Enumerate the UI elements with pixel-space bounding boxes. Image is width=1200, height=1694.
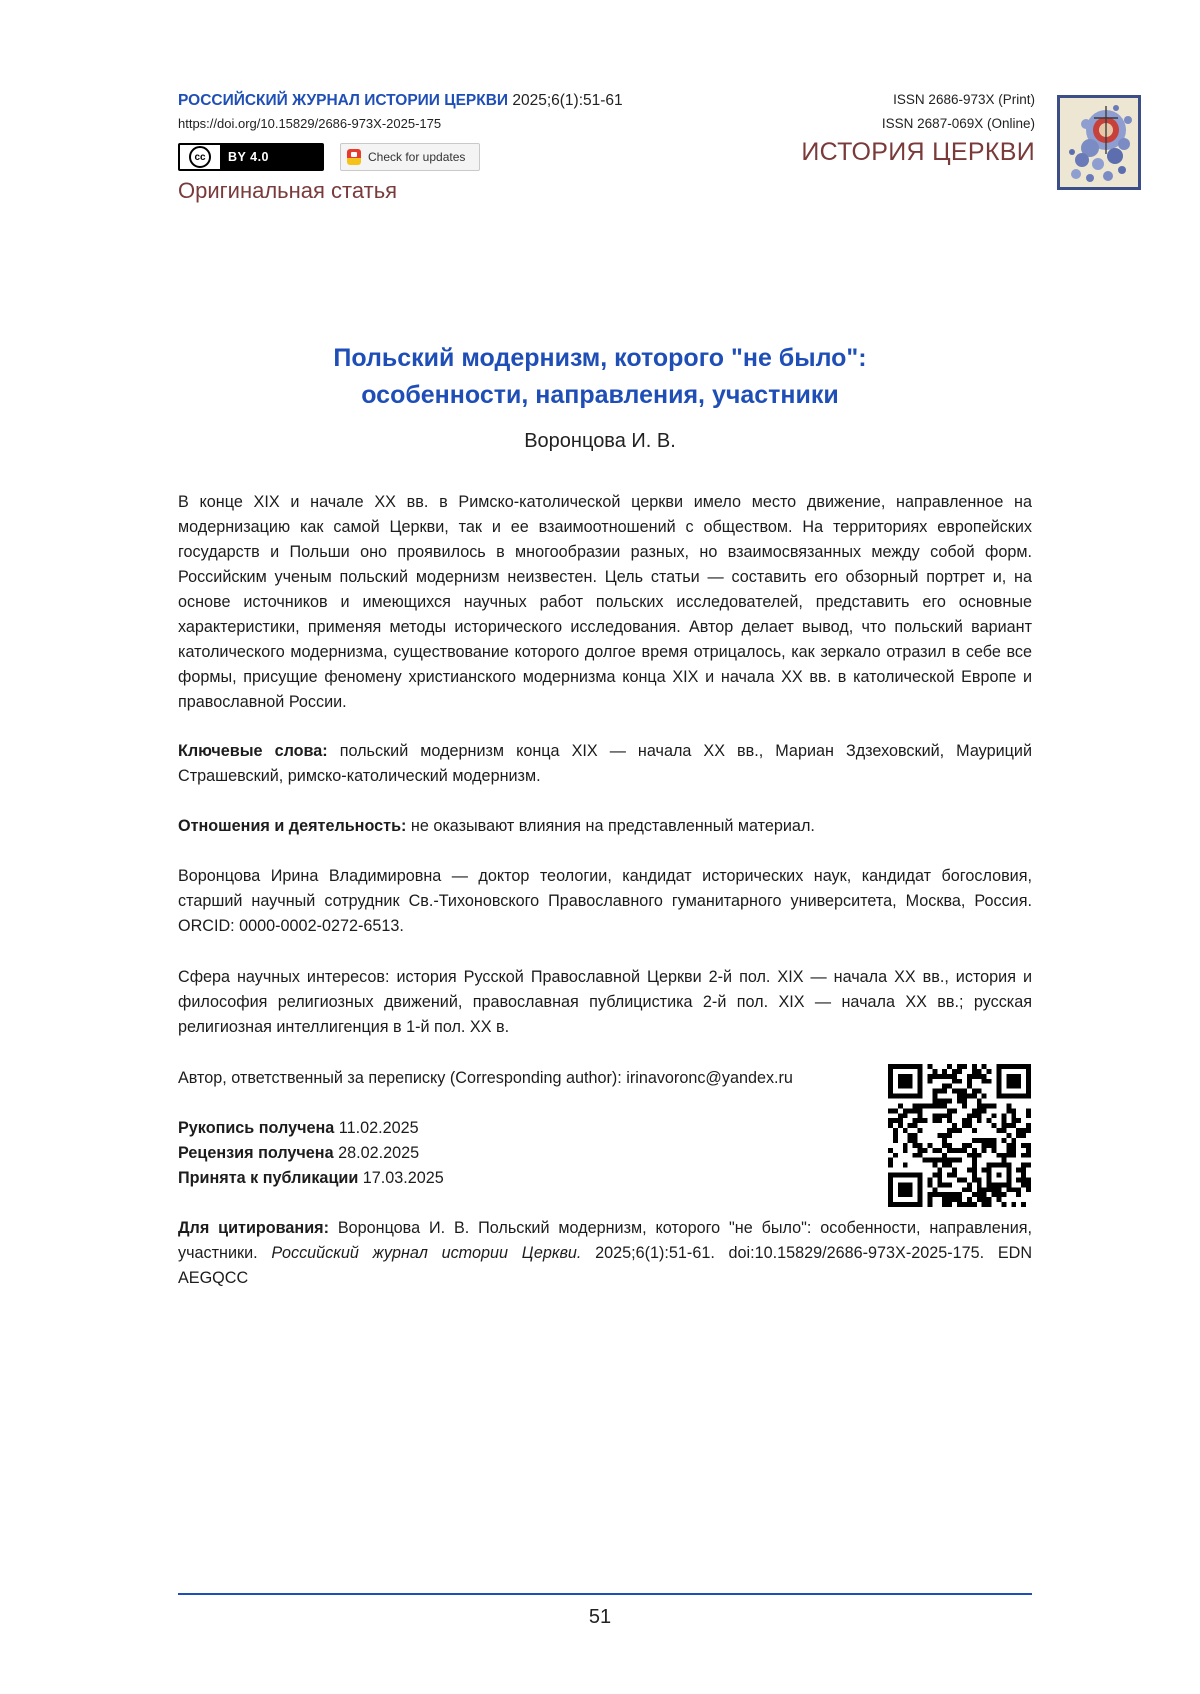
keywords-label: Ключевые слова: [178,742,328,760]
citation-label: Для цитирования: [178,1219,329,1237]
journal-issue: 2025;6(1):51-61 [512,92,623,109]
article-title-line-1: Польский модернизм, которого "не было": [333,344,867,372]
journal-emblem-icon [1057,95,1141,190]
qr-code-icon[interactable] [888,1064,1031,1207]
date-received-label: Рукопись получена [178,1119,335,1137]
license-badge[interactable] [178,143,324,171]
conflict-label: Отношения и деятельность: [178,817,407,835]
issn-online: ISSN 2687-069X (Online) [881,116,1035,131]
journal-name: РОССИЙСКИЙ ЖУРНАЛ ИСТОРИИ ЦЕРКВИ [178,92,509,109]
license-label: BY 4.0 [228,150,269,164]
date-accepted-value: 17.03.2025 [362,1169,444,1187]
bookmark-icon [347,149,361,165]
keywords-text: польский модернизм конца XIX — начала XX вв., Мариан Здзеховский, Мауриций Страшевский, римско-католический модернизм. [178,742,1032,785]
journal-brand: ИСТОРИЯ ЦЕРКВИ [801,138,1035,166]
article-title [180,340,1020,414]
author-name: Воронцова И. В. [524,430,676,452]
conflict-text: не оказывают влияния на представленный материал. [410,817,815,835]
issn-print: ISSN 2686-973X (Print) [893,92,1035,107]
article-type: Оригинальная статья [178,178,398,203]
date-received-value: 11.02.2025 [338,1119,419,1137]
citation-details: 2025;6(1):51-61. doi:10.15829/2686-973X-2025-175. EDN AEGQCC [178,1244,1033,1287]
doi-link[interactable]: https://doi.org/10.15829/2686-973X-2025-175 [178,116,442,131]
date-reviewed-value: 28.02.2025 [338,1144,420,1162]
conflict-of-interest [178,814,1032,839]
article-title-line-2: особенности, направления, участники [361,381,839,409]
journal-emblem-graphic [1060,98,1138,187]
check-for-updates-label: Check for updates [368,150,466,164]
journal-citation-line [178,92,623,110]
corresponding-author: Автор, ответственный за переписку (Corresponding author): irinavoronc@yandex.ru [178,1069,793,1087]
qr-code-graphic [888,1064,1031,1207]
research-interests: Сфера научных интересов: история Русской Православной Церкви 2-й пол. XIX — начала XX вв., история и философия религиозных движений, православная публицистика 2-й пол. XIX — начала XX вв.; русская религиозная интеллигенция в 1-й пол. XX в. [178,968,1032,1036]
author-bio: Воронцова Ирина Владимировна — доктор теологии, кандидат исторических наук, кандидат богословия, старший научный сотрудник Св.-Тихоновского Православного гуманитарного университета, Москва, Россия. ORCID: 0000-0002-0272-6513. [178,867,1032,935]
abstract: В конце XIX и начале XX вв. в Римско-католической церкви имело место движение, направленное на модернизацию как самой Церкви, так и ее взаимоотношений с обществом. На территориях европейских государств и Польши оно проявилось в многообразии разных, но взаимосвязанных между собой форм. Российским ученым польский модернизм неизвестен. Цель статьи — составить его обзорный портрет и, на основе источников и имеющихся научных работ польских исследователей, представить его основные характеристики, применяя методы исторического исследования. Автор делает вывод, что польский вариант католического модернизма, существование которого долгое время отрицалось, как зеркало отразил в себе все формы, присущие феномену христианского модернизма конца XIX и начала XX вв. в католической Европе и православной России. [178,493,1032,711]
footer-divider [178,1593,1032,1595]
citation [178,1216,1032,1291]
date-reviewed-label: Рецензия получена [178,1144,334,1162]
citation-journal: Российский журнал истории Церкви. [271,1244,582,1262]
page-number: 51 [588,1606,612,1628]
keywords [178,739,1032,789]
check-for-updates-button[interactable] [340,143,480,171]
cc-symbol: cc [189,146,211,168]
date-accepted-label: Принята к публикации [178,1169,359,1187]
creative-commons-icon [180,145,220,169]
citation-text: Воронцова И. В. Польский модернизм, которого "не было": особенности, направления, участники. [178,1219,1032,1262]
